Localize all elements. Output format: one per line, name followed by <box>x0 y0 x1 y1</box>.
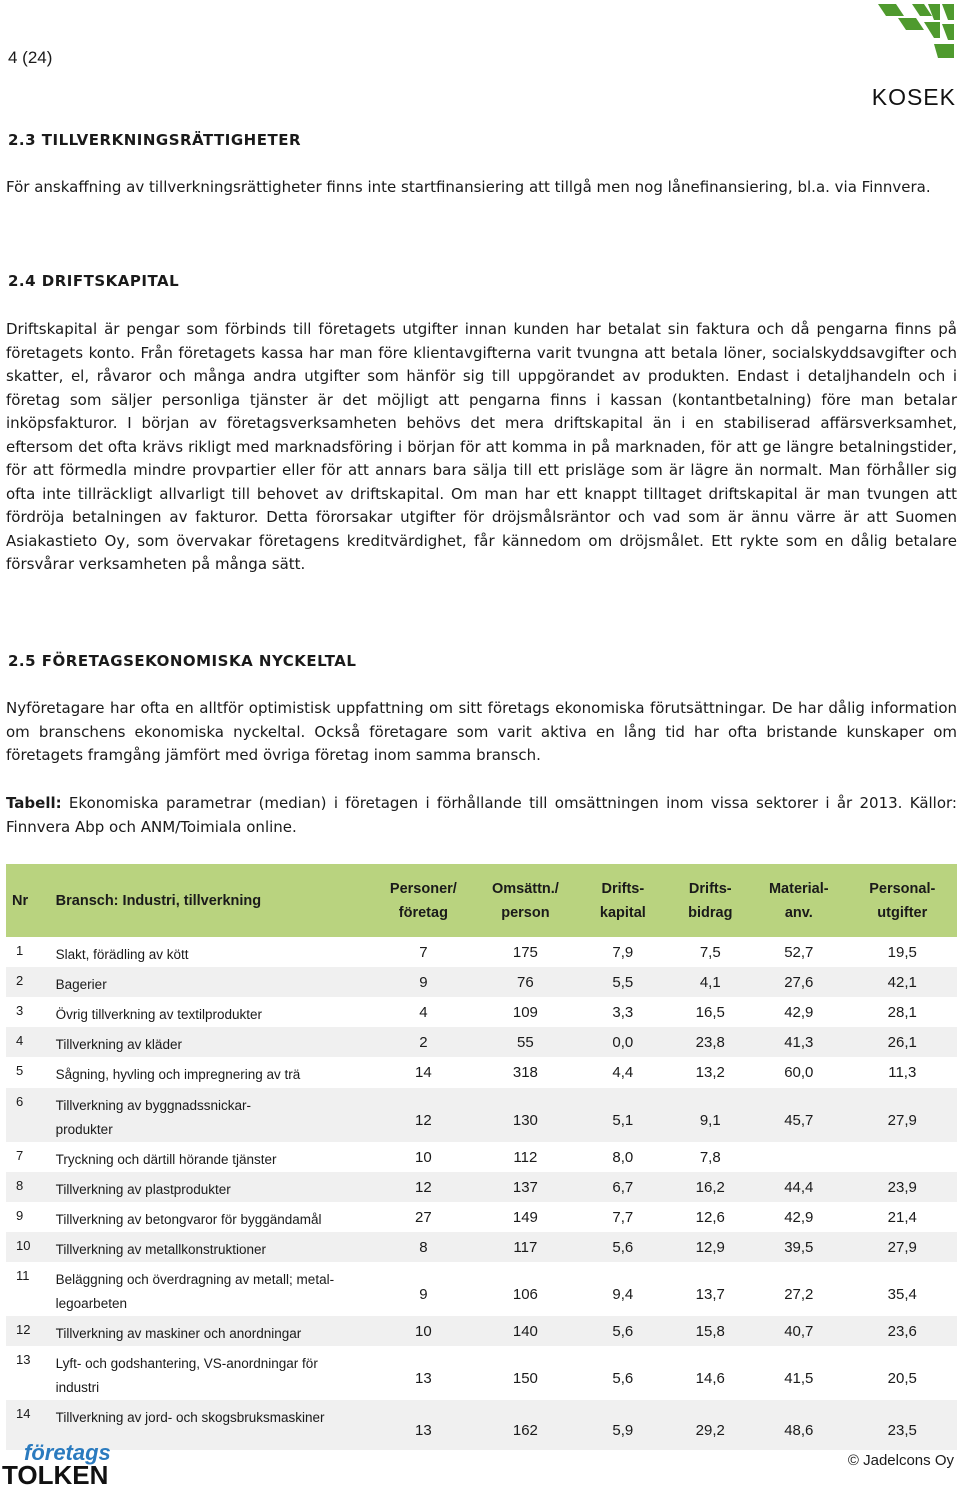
row-personer: 27 <box>371 1202 476 1232</box>
row-bransch: Sågning, hyvling och impregnering av trä <box>56 1057 371 1088</box>
row-mat: 52,7 <box>750 937 847 967</box>
row-omsattn: 137 <box>476 1172 576 1202</box>
table-caption <box>6 792 957 839</box>
paragraph-2-3 <box>6 176 957 200</box>
row-personer: 7 <box>371 937 476 967</box>
page-number: 4 (24) <box>8 48 53 67</box>
row-mat: 45,7 <box>750 1088 847 1142</box>
row-bransch: Tillverkning av byggnadssnickar- produkter <box>56 1088 371 1142</box>
row-dk: 3,3 <box>575 997 670 1027</box>
foretagstolken-logo <box>2 1440 132 1486</box>
row-dk: 0,0 <box>575 1027 670 1057</box>
col-header-driftsbidrag: Drifts- bidrag <box>671 864 751 937</box>
row-nr: 6 <box>6 1088 56 1142</box>
row-mat: 60,0 <box>750 1057 847 1088</box>
table-row <box>6 1142 957 1172</box>
table-row <box>6 1346 957 1400</box>
row-bransch: Tryckning och därtill hörande tjänster <box>56 1142 371 1172</box>
row-nr: 1 <box>6 937 56 967</box>
footer-logo-line1: företags <box>24 1440 111 1465</box>
row-personer: 2 <box>371 1027 476 1057</box>
row-nr: 5 <box>6 1057 56 1088</box>
row-nr: 7 <box>6 1142 56 1172</box>
row-db: 9,1 <box>671 1088 751 1142</box>
row-omsattn: 106 <box>476 1262 576 1316</box>
col-header-nr: Nr <box>6 864 56 937</box>
table-row <box>6 937 957 967</box>
row-omsattn: 318 <box>476 1057 576 1088</box>
row-nr: 3 <box>6 997 56 1027</box>
col-header-material: Material- anv. <box>750 864 847 937</box>
paragraph-2-4-text: Driftskapital är pengar som förbinds till företagets utgifter innan kunden har betalat sin faktura och då pengarna finns på företagets konto. Från företagets kassa har man före klientavgifterna varit tvungna att betala löner, socialskyddsavgifter och skatter, el, råvaror och många andra utgifter som hänför sig till uppgörandet av produkten. Endast i detaljhandeln och i företag som säljer personliga tjänster är det möjligt att pengarna finns i kassan (kontantbetalning) före man betalar inköpsfakturor. I början av företagsverksamheten behövs det mera driftskapital än i en stabiliserad affärsverksamhet, eftersom det ofta krävs rikligt med marknadsföring i början för att komma in på marknaden, för att ge längre betalningstider, för att förmedla mindre provpartier eller för att annars bara sälja till ett prisläge som är lägre än normalt. Man förhåller sig ofta inte tillräckligt allvarligt till behovet av driftskapital. Om man har ett knappt tilltaget driftskapital är man tvungen att fördröja betalningen av fakturor. Detta förorsakar utgifter för dröjsmålsräntor och vad som är ännu värre är att Suomen Asiakastieto Oy, som övervakar företagens kreditvärdighet, får kännedom om dröjsmålet. Ett rykte som en dålig betalare försvårar verksamheten på många sätt. <box>6 320 957 573</box>
row-nr: 2 <box>6 967 56 997</box>
table-row <box>6 1088 957 1142</box>
row-bransch: Tillverkning av maskiner och anordningar <box>56 1316 371 1346</box>
kosek-logo-text: KOSEK <box>871 84 956 110</box>
row-personer: 13 <box>371 1346 476 1400</box>
row-db: 14,6 <box>671 1346 751 1400</box>
table-row <box>6 967 957 997</box>
row-pers: 11,3 <box>848 1057 957 1088</box>
row-pers: 26,1 <box>848 1027 957 1057</box>
row-personer: 4 <box>371 997 476 1027</box>
paragraph-2-4 <box>6 318 957 577</box>
col-header-bransch: Bransch: Industri, tillverkning <box>56 864 371 937</box>
table-row <box>6 1232 957 1262</box>
row-pers: 23,9 <box>848 1172 957 1202</box>
row-db: 13,7 <box>671 1262 751 1316</box>
row-omsattn: 109 <box>476 997 576 1027</box>
table-caption-label: Tabell: <box>6 794 62 812</box>
row-mat: 40,7 <box>750 1316 847 1346</box>
row-nr: 9 <box>6 1202 56 1232</box>
table-row <box>6 1057 957 1088</box>
row-personer: 12 <box>371 1088 476 1142</box>
row-mat: 44,4 <box>750 1172 847 1202</box>
kosek-logo-mark-icon <box>876 0 956 80</box>
row-omsattn: 140 <box>476 1316 576 1346</box>
row-pers: 27,9 <box>848 1232 957 1262</box>
table-row <box>6 1316 957 1346</box>
row-pers <box>848 1142 957 1172</box>
row-pers: 42,1 <box>848 967 957 997</box>
row-nr: 4 <box>6 1027 56 1057</box>
row-dk: 5,6 <box>575 1316 670 1346</box>
table-header-row <box>6 864 957 937</box>
col-header-driftskapital: Drifts- kapital <box>575 864 670 937</box>
row-db: 23,8 <box>671 1027 751 1057</box>
col-header-personer: Personer/ företag <box>371 864 476 937</box>
row-dk: 5,9 <box>575 1400 670 1450</box>
table-row <box>6 1400 957 1450</box>
row-personer: 12 <box>371 1172 476 1202</box>
row-mat: 27,2 <box>750 1262 847 1316</box>
row-db: 12,6 <box>671 1202 751 1232</box>
row-bransch: Övrig tillverkning av textilprodukter <box>56 997 371 1027</box>
row-db: 13,2 <box>671 1057 751 1088</box>
row-mat: 39,5 <box>750 1232 847 1262</box>
row-mat <box>750 1142 847 1172</box>
row-mat: 41,3 <box>750 1027 847 1057</box>
row-pers: 35,4 <box>848 1262 957 1316</box>
row-nr: 13 <box>6 1346 56 1400</box>
row-bransch: Slakt, förädling av kött <box>56 937 371 967</box>
footer-logo-line2: TOLKEN <box>2 1460 109 1486</box>
row-dk: 6,7 <box>575 1172 670 1202</box>
row-bransch: Bagerier <box>56 967 371 997</box>
row-dk: 5,6 <box>575 1232 670 1262</box>
table-row <box>6 1172 957 1202</box>
row-nr: 12 <box>6 1316 56 1346</box>
col-header-omsattn: Omsättn./ person <box>476 864 576 937</box>
row-personer: 13 <box>371 1400 476 1450</box>
kosek-logo <box>871 0 956 110</box>
table-row <box>6 1262 957 1316</box>
row-db: 7,8 <box>671 1142 751 1172</box>
row-mat: 27,6 <box>750 967 847 997</box>
row-pers: 23,6 <box>848 1316 957 1346</box>
row-bransch: Tillverkning av kläder <box>56 1027 371 1057</box>
row-pers: 23,5 <box>848 1400 957 1450</box>
row-dk: 8,0 <box>575 1142 670 1172</box>
row-dk: 7,9 <box>575 937 670 967</box>
row-db: 15,8 <box>671 1316 751 1346</box>
row-bransch: Lyft- och godshantering, VS-anordningar för industri <box>56 1346 371 1400</box>
row-personer: 9 <box>371 967 476 997</box>
table-caption-text: Ekonomiska parametrar (median) i företagen i förhållande till omsättningen inom vissa sektorer i år 2013. Källor: Finnvera Abp och ANM/Toimiala online. <box>6 794 957 836</box>
row-dk: 5,5 <box>575 967 670 997</box>
row-bransch: Tillverkning av jord- och skogsbruksmaskiner <box>56 1400 371 1450</box>
row-pers: 20,5 <box>848 1346 957 1400</box>
row-omsattn: 55 <box>476 1027 576 1057</box>
row-personer: 14 <box>371 1057 476 1088</box>
row-dk: 5,6 <box>575 1346 670 1400</box>
heading-2-5: 2.5 FÖRETAGSEKONOMISKA NYCKELTAL <box>8 652 357 670</box>
row-bransch: Tillverkning av metallkonstruktioner <box>56 1232 371 1262</box>
row-pers: 21,4 <box>848 1202 957 1232</box>
row-db: 12,9 <box>671 1232 751 1262</box>
row-omsattn: 150 <box>476 1346 576 1400</box>
row-mat: 42,9 <box>750 1202 847 1232</box>
row-dk: 9,4 <box>575 1262 670 1316</box>
row-omsattn: 76 <box>476 967 576 997</box>
nyckeltal-table <box>6 864 957 1450</box>
row-db: 7,5 <box>671 937 751 967</box>
row-personer: 10 <box>371 1316 476 1346</box>
col-header-personal: Personal- utgifter <box>848 864 957 937</box>
table-row <box>6 1027 957 1057</box>
row-db: 16,2 <box>671 1172 751 1202</box>
paragraph-2-5 <box>6 697 957 768</box>
table-row <box>6 1202 957 1232</box>
row-pers: 27,9 <box>848 1088 957 1142</box>
row-pers: 19,5 <box>848 937 957 967</box>
row-personer: 9 <box>371 1262 476 1316</box>
heading-2-3: 2.3 TILLVERKNINGSRÄTTIGHETER <box>8 131 302 149</box>
row-db: 4,1 <box>671 967 751 997</box>
row-omsattn: 117 <box>476 1232 576 1262</box>
row-nr: 10 <box>6 1232 56 1262</box>
row-omsattn: 112 <box>476 1142 576 1172</box>
row-omsattn: 130 <box>476 1088 576 1142</box>
heading-2-4: 2.4 DRIFTSKAPITAL <box>8 272 180 290</box>
row-bransch: Beläggning och överdragning av metall; metal- legoarbeten <box>56 1262 371 1316</box>
row-nr: 8 <box>6 1172 56 1202</box>
row-db: 16,5 <box>671 997 751 1027</box>
paragraph-2-3-text: För anskaffning av tillverkningsrättigheter finns inte startfinansiering att tillgå men nog lånefinansiering, bl.a. via Finnvera. <box>6 178 931 196</box>
row-mat: 48,6 <box>750 1400 847 1450</box>
row-nr: 14 <box>6 1400 56 1450</box>
row-db: 29,2 <box>671 1400 751 1450</box>
row-dk: 4,4 <box>575 1057 670 1088</box>
row-omsattn: 149 <box>476 1202 576 1232</box>
paragraph-2-5-text: Nyföretagare har ofta en alltför optimistisk uppfattning om sitt företags ekonomiska förutsättningar. De har dålig information om branschens ekonomiska nyckeltal. Också företagare som varit aktiva en lång tid har ofta bristande kunskaper om företagets framgång jämfört med övriga företag inom samma bransch. <box>6 699 957 764</box>
row-pers: 28,1 <box>848 997 957 1027</box>
row-personer: 8 <box>371 1232 476 1262</box>
row-dk: 7,7 <box>575 1202 670 1232</box>
copyright: © Jadelcons Oy <box>847 1452 954 1469</box>
row-personer: 10 <box>371 1142 476 1172</box>
row-bransch: Tillverkning av plastprodukter <box>56 1172 371 1202</box>
row-nr: 11 <box>6 1262 56 1316</box>
row-omsattn: 162 <box>476 1400 576 1450</box>
table-row <box>6 997 957 1027</box>
row-mat: 41,5 <box>750 1346 847 1400</box>
row-omsattn: 175 <box>476 937 576 967</box>
row-bransch: Tillverkning av betongvaror för byggändamål <box>56 1202 371 1232</box>
row-dk: 5,1 <box>575 1088 670 1142</box>
row-mat: 42,9 <box>750 997 847 1027</box>
